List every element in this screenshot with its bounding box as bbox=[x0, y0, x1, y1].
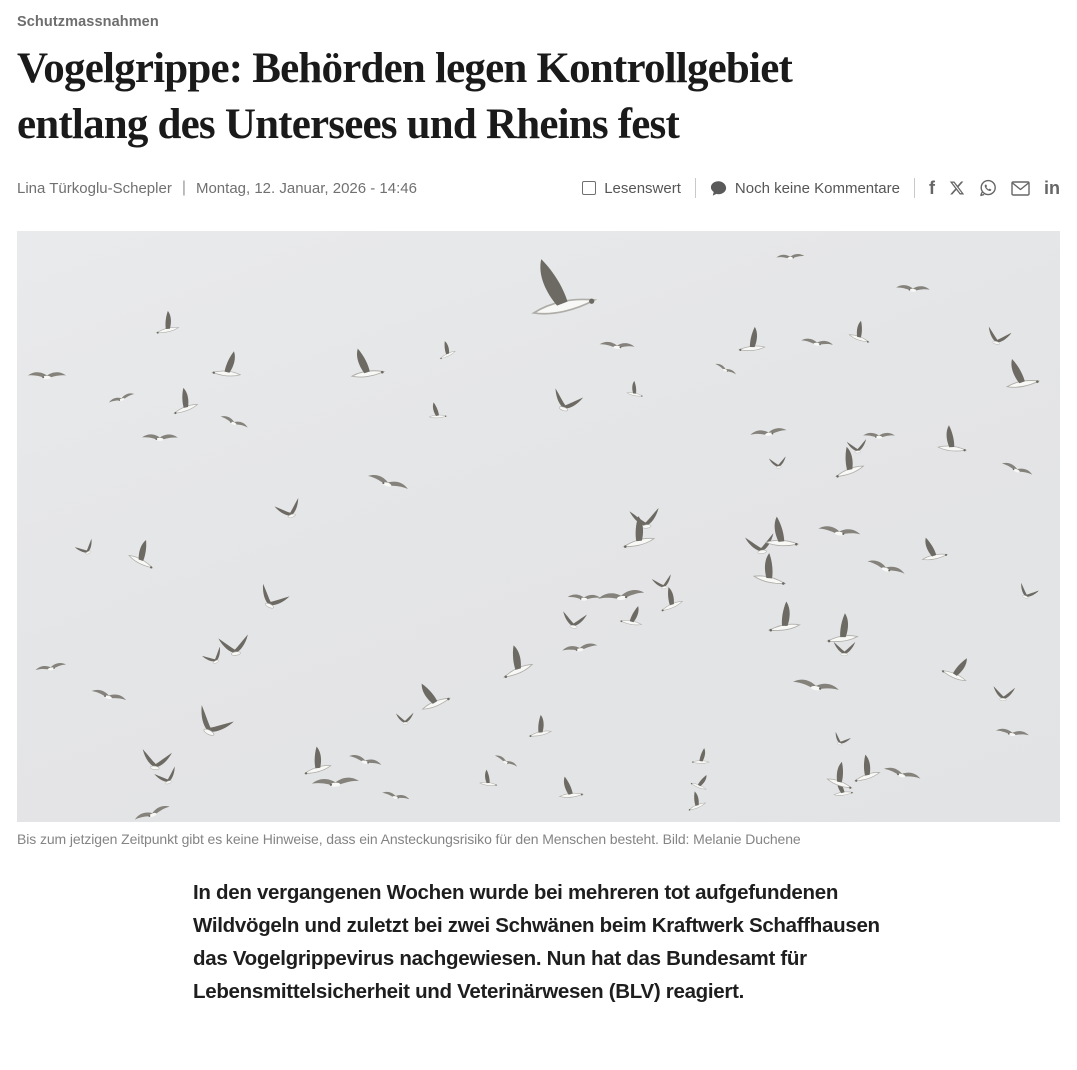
whatsapp-icon[interactable] bbox=[979, 179, 997, 197]
headline-line-2: entlang des Untersees und Rheins fest bbox=[17, 101, 680, 148]
lead-paragraph: In den vergangenen Wochen wurde bei mehreren tot aufgefundenen Wildvögeln und zuletzt bei zwei Schwänen beim Kraftwerk Schaffhausen das Vogelgrippevirus nachgewiesen. Nun hat das Bundesamt für Lebensmittelsicherheit und Veterinärwesen (BLV) reagiert. bbox=[193, 881, 880, 1003]
author-name: Lina Türkoglu-Schepler bbox=[17, 179, 172, 197]
divider bbox=[914, 178, 915, 198]
comments-label: Noch keine Kommentare bbox=[734, 179, 900, 197]
bookmark-checkbox-icon[interactable] bbox=[582, 181, 596, 195]
byline bbox=[17, 179, 417, 197]
bird-flock-photo bbox=[17, 231, 1060, 822]
article-figure bbox=[17, 231, 1060, 847]
publish-date: Montag, 12. Januar, 2026 - 14:46 bbox=[195, 179, 417, 197]
share-icons bbox=[929, 179, 1060, 197]
bookmark-button[interactable] bbox=[582, 180, 681, 197]
category-label[interactable]: Schutzmassnahmen bbox=[17, 14, 159, 30]
comments-button[interactable] bbox=[710, 180, 900, 197]
headline-line-1: Vogelgrippe: Behörden legen Kontrollgebiet bbox=[17, 45, 793, 92]
image-caption: Bis zum jetzigen Zeitpunkt gibt es keine Hinweise, dass ein Ansteckungsrisiko für den Menschen besteht. Bild: Melanie Duchene bbox=[17, 831, 801, 847]
email-icon[interactable] bbox=[1011, 181, 1030, 196]
meta-actions bbox=[582, 178, 1060, 198]
headline bbox=[17, 41, 1060, 153]
facebook-icon[interactable]: f bbox=[929, 178, 935, 198]
bookmark-label: Lesenswert bbox=[604, 179, 681, 197]
article-image bbox=[17, 231, 1060, 822]
linkedin-icon[interactable]: in bbox=[1044, 178, 1060, 198]
byline-separator: | bbox=[181, 179, 186, 196]
divider bbox=[695, 178, 696, 198]
meta-row bbox=[17, 178, 1060, 198]
comment-bubble-icon[interactable] bbox=[710, 180, 727, 197]
x-icon[interactable] bbox=[949, 180, 965, 196]
